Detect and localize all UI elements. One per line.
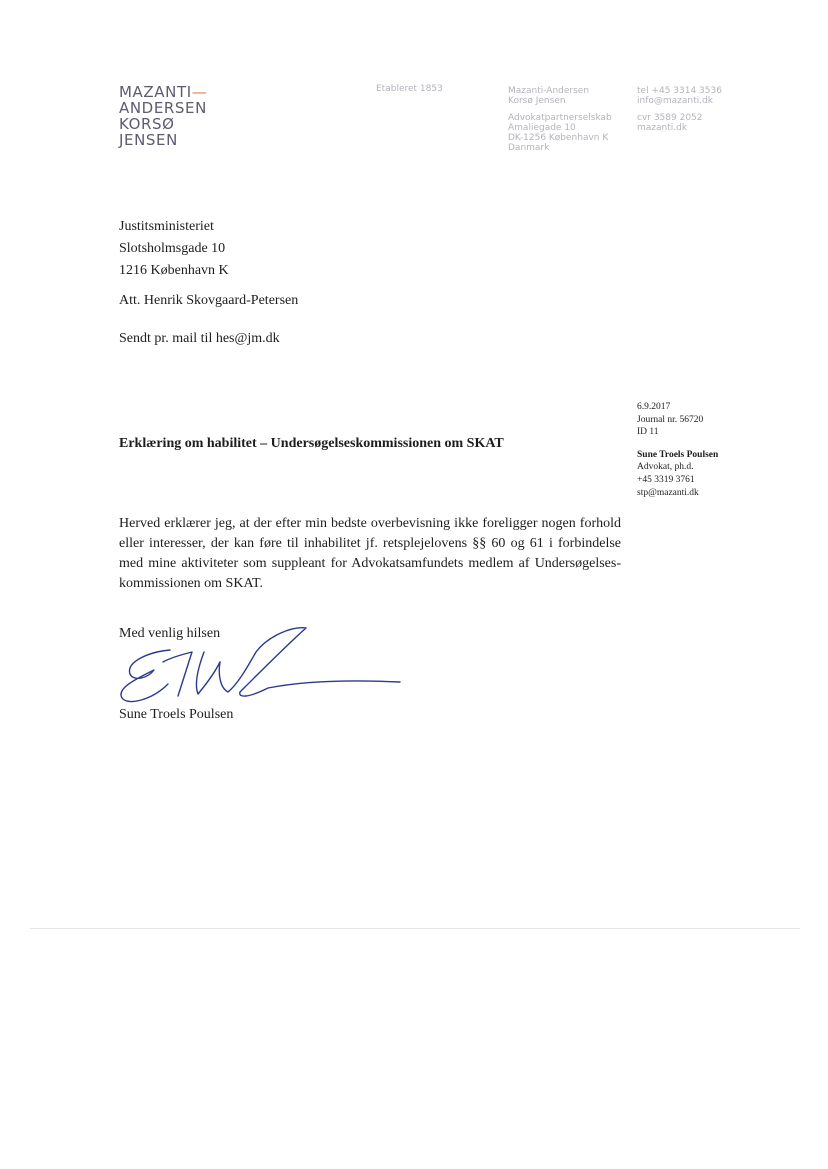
handwritten-signature — [108, 622, 408, 712]
sent-via-line: Sendt pr. mail til hes@jm.dk — [119, 331, 280, 346]
logo-line-2: ANDERSEN — [119, 99, 207, 117]
recipient-city: 1216 København K — [119, 263, 229, 278]
letter-body: Herved erklærer jeg, at der efter min bedste overbevisning ikke foreligger nogen forhold eller interesser, der kan føre til inhabilitet jf. retsplejelovens §§ 60 og 61 i forbindelse med mine aktiviteter som suppleant for Advokatsamfundets medlem af Undersøgelses-kommissionen om SKAT. — [119, 516, 621, 591]
header-established: Etableret 1853 — [376, 84, 443, 94]
closing-greeting: Med venlig hilsen — [119, 626, 221, 641]
header-firm-line: Korsø Jensen — [508, 96, 566, 106]
header-email: info@mazanti.dk — [637, 96, 713, 106]
logo-line-1: MAZANTI — [119, 83, 192, 101]
logo-line-3: KORSØ — [119, 115, 175, 133]
sender-email: stp@mazanti.dk — [637, 487, 699, 498]
sender-name: Sune Troels Poulsen — [637, 449, 719, 460]
header-address-line: Amaliegade 10 — [508, 123, 576, 133]
sender-title: Advokat, ph.d. — [637, 462, 694, 473]
header-address-line: Danmark — [508, 143, 550, 153]
journal-number: Journal nr. 56720 — [637, 414, 704, 425]
header-phone: tel +45 3314 3536 — [637, 86, 722, 96]
letter-meta — [637, 401, 718, 499]
sender-phone: +45 3319 3761 — [637, 474, 695, 485]
letter-id: ID 11 — [637, 427, 659, 438]
logo-dash: — — [191, 83, 208, 101]
header-website: mazanti.dk — [637, 123, 688, 133]
signer-name: Sune Troels Poulsen — [119, 707, 234, 722]
letter-subject: Erklæring om habilitet – Undersøgelseskommissionen om SKAT — [119, 436, 504, 451]
recipient-address — [119, 216, 229, 282]
letter-date: 6.9.2017 — [637, 402, 671, 412]
header-cvr: cvr 3589 2052 — [637, 113, 703, 123]
header-address-line: Advokatpartnerselskab — [508, 113, 612, 123]
attention-line: Att. Henrik Skovgaard-Petersen — [119, 293, 299, 308]
recipient-street: Slotsholmsgade 10 — [119, 241, 226, 256]
logo-line-4: JENSEN — [119, 131, 178, 149]
recipient-name: Justitsministeriet — [119, 219, 214, 234]
firm-logo — [119, 84, 207, 148]
header-firm-address — [508, 86, 612, 153]
header-firm-line: Mazanti-Andersen — [508, 86, 590, 96]
header-address-line: DK-1256 København K — [508, 133, 609, 143]
scan-fold-line — [30, 928, 800, 929]
header-contact — [637, 86, 722, 133]
